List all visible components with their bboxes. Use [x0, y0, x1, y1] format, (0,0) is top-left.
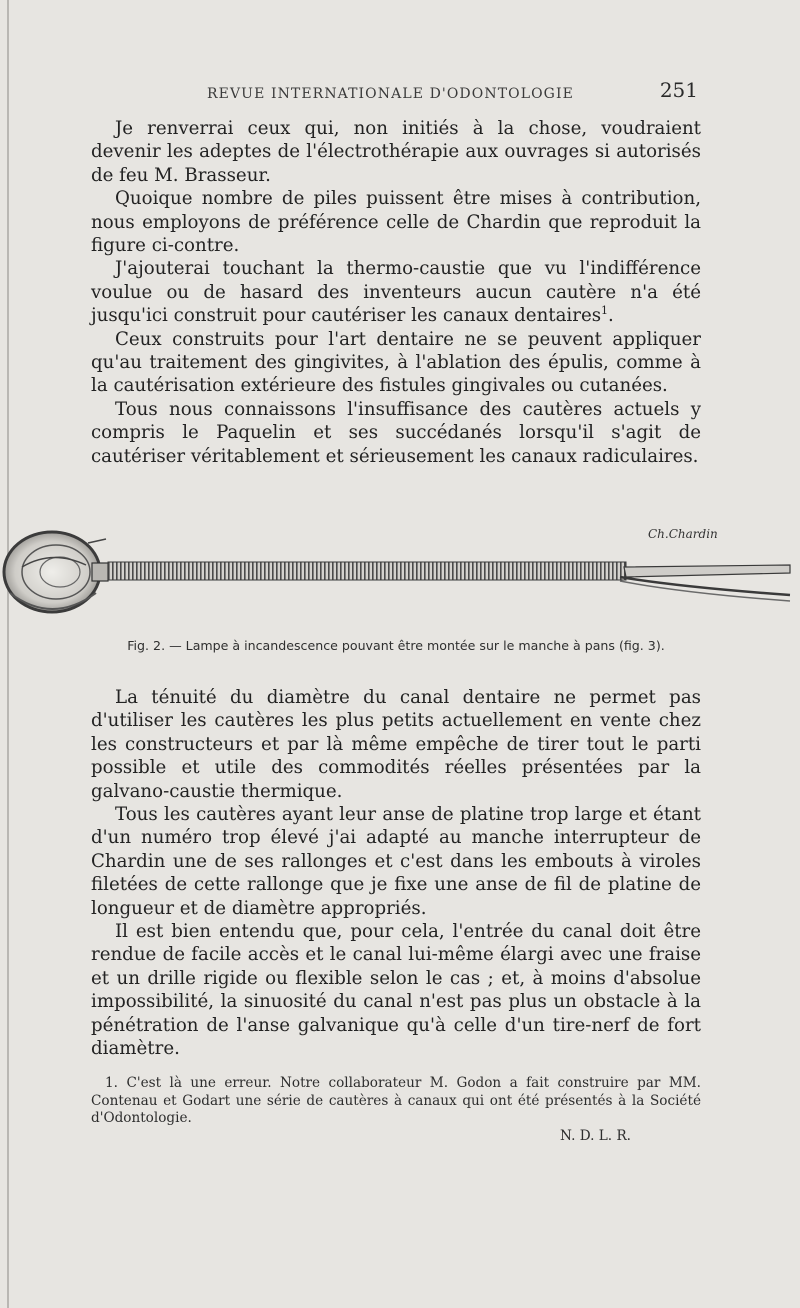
paragraph: J'ajouterai touchant la thermo-caustie que vu l'indifférence voulue ou de hasard des inventeurs aucun cautère n'a été jusqu'ici construit pour cautériser les canaux dentaires$^1$. [91, 258, 701, 327]
paragraph: Tous les cautères ayant leur anse de platine trop large et étant d'un numéro trop élevé j'ai adapté au manche interrupteur de Chardin une de ses rallonges et c'est dans les embouts à viroles filetées de cette rallonge que je fixe une anse de fil de platine de longueur et de diamètre appropriés. [91, 804, 701, 919]
bulb-socket [92, 563, 108, 581]
footnote-signature: N. D. L. R. [560, 1127, 631, 1144]
text-block-top [91, 117, 701, 468]
journal-title: REVUE INTERNATIONALE D'ODONTOLOGIE [207, 86, 574, 102]
paragraph-text: J'ajouterai touchant la thermo-caustie que vu l'indifférence voulue ou de hasard des inventeurs aucun cautère n'a été jusqu'ici construit pour cautériser les canaux dentaires [91, 258, 701, 327]
figure-caption: Fig. 2. — Lampe à incandescence pouvant être montée sur le manche à pans (fig. 3). [127, 638, 665, 653]
footnote-number: 1. [105, 1075, 118, 1091]
page-number: 251 [659, 78, 698, 102]
paragraph: Ceux construits pour l'art dentaire ne se peuvent appliquer qu'au traitement des gingivites, à l'ablation des épulis, comme à la cautérisation extérieure des fistules gingivales ou cutanées. [91, 328, 701, 397]
coiled-wire [108, 562, 626, 580]
lead-mark [88, 539, 106, 543]
paragraph: La ténuité du diamètre du canal dentaire ne permet pas d'utiliser les cautères les plus petits actuellement en vente chez les constructeurs et par là même empêche de tirer tout le parti possible et utile des commodités réelles présentées par la galvano-caustie thermique. [91, 687, 701, 802]
footnote-body [91, 1075, 701, 1128]
engraver-signature: Ch.Chardin [648, 527, 718, 541]
footnote-marker: 1 [601, 304, 609, 318]
footnote-text: C'est là une erreur. Notre collaborateur M. Godon a fait construire par MM. Contenau et Godart une série de cautères à canaux qui ont été présentés à la Société d'Odontologie. [91, 1075, 702, 1126]
running-head [92, 80, 700, 110]
paragraph: Il est bien entendu que, pour cela, l'entrée du canal doit être rendue de facile accès et le canal lui-même élargi avec une fraise et un drille rigide ou flexible selon le cas ; et, à moins d'absolue impossibilité, la sinuosité du canal n'est pas plus un obstacle à la pénétration de l'anse galvanique qu'à celle d'un tire-nerf de fort diamètre. [91, 921, 701, 1060]
wire-lead-shadow [620, 581, 790, 601]
wire-lead-upper [624, 565, 790, 577]
bulb [4, 532, 100, 612]
footnote [91, 1075, 701, 1145]
page-edge-line [7, 0, 9, 1308]
paragraph: Je renverrai ceux qui, non initiés à la chose, voudraient devenir les adeptes de l'électrothérapie aux ouvrages si autorisés de feu M. Brasseur. [91, 118, 701, 186]
paragraph: Quoique nombre de piles puissent être mises à contribution, nous employons de préférence celle de Chardin que reproduit la figure ci-contre. [91, 188, 701, 257]
text-block-bottom [91, 686, 701, 1061]
paragraph: Tous nous connaissons l'insuffisance des cautères actuels y compris le Paquelin et ses succédanés lorsqu'il s'agit de cautériser véritablement et sérieusement les canaux radiculaires. [91, 398, 701, 467]
